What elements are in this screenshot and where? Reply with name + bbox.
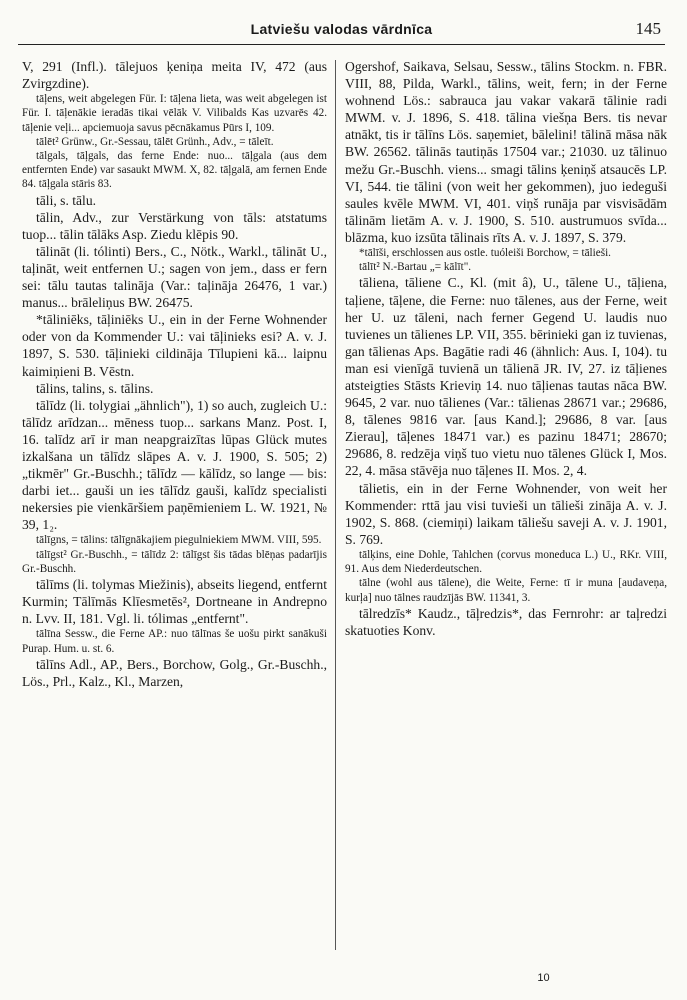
dictionary-entry: tālēt² Grünw., Gr.-Sessau, tālēt Grünh., Adv., = tāleīt. — [36, 135, 274, 148]
right-column — [345, 58, 667, 639]
dictionary-entry: tālīgst² Gr.-Buschh., = tālīdz 2: tālīgst šis tādas blēņas padarījis Gr.-Buschh. — [22, 548, 327, 575]
dictionary-entry: tālredzīs* Kaudz., tāļredzis*, das Fernrohr: ar taļredzi skatuoties Konv. — [345, 605, 667, 638]
dictionary-entry: tālīms (li. tolymas Miežinis), abseits liegend, entfernt Kurmin; Tālīmās Klīesmetēs², Dortneane in Andrepno n. Lvv. II, 181. Vgl. li. tólimas „entfernt". — [22, 577, 327, 627]
dictionary-entry: *tālīši, erschlossen aus ostle. tuóleiši Borchow, = tālieši. — [359, 247, 611, 260]
running-header — [18, 14, 665, 45]
dictionary-entry: V, 291 (Infl.). tālejuos ķeniņa meita IV, 472 (aus Zvirgzdine). — [22, 59, 327, 92]
dictionary-entry: tāliena, tāliene C., Kl. (mit â), U., tālene U., tāļiena, taļiene, tāļene, die Ferne: nuo tālenes, aus der Ferne, weit her U. uz tāleni, nach ferner Gegend U. laudis nuo tuvienes un tālienes LP. VII, 355. bērinieki gan iz tuvienas, gan tālienas Aps. Bagātie radi 46 (ähnlich: Aus. I, 104). tu man esi vienīgā tuvienā un tālienā JR. IV, 27. iz tāļienes atsteigties Stāsts Krieviņ 14. nuo tāļienas tautas nāca BW. 9645, 2 var. nuo tālienes (Var.: tālienas 28671 var.; 29686, 8, tālenes 9816 var. [aus Kand.]; 29686, 8 var. [aus Zierau], tāļenes 18471 var.) es pazinu 18471; 28670; 29686, 8. redzēja viņš tuo vietu nuo tālenes Glück I, Mos. 22, 4. māsa stāvēja nuo tāļenes II. Mos. 2, 4. — [345, 275, 667, 479]
dictionary-entry: tālietis, ein in der Ferne Wohnender, von weit her Kommender: rttā jau visi tuvieši un tālieši zināja A. v. J. 1902, S. 868. (ciemiņi) laikam tāliešu saveji A. v. J. 1901, S. 769. — [345, 480, 667, 547]
dictionary-entry: Ogershof, Saikava, Selsau, Sessw., tālins Stockm. n. FBR. VIII, 88, Pilda, Warkl., tālins, weit, fern; in der Ferne wohnend Lös.: sabrauca jau vakar vakarā tālinie radi MWM. v. J. 1896, S. 418. tālina viešņa Bers. tis nevar atnākt, tis ir tālīns Lös. saņemiet, bālelini! tālinā māsa nāk BW. 26562. tālinās tautiņās 17504 var.; 21030. uz tālinuo mežu Gr.-Buschh. viens... smagi tālins ķeniņš atsaucēs LP. VI, 544. tie tālini (von weit her gekommen), juo iedeguši saules kvēle MWM. VI, 401. viņš runāja par visvisādām tālinām lietām A. v. J. 1900, S. 510. austrumuos svīda... blāzma, kuo izsūta tālinais rīts A. v. J. 1897, S. 379. — [345, 59, 667, 245]
dictionary-entry: tālgals, tāļgals, das ferne Ende: nuo... tāļgala (aus dem entfernten Ende) var sasaukt MWM. X, 82. tāļgalā, am fernen Ende 84. tāļgala stāris 83. — [22, 150, 327, 191]
dictionary-entry: tālne (wohl aus tālene), die Weite, Ferne: tī ir muna [audaveņa, kurļa] nuo tālnes raudzījās BW. 11341, 3. — [345, 577, 667, 604]
dictionary-entry: tālīns Adl., AP., Bers., Borchow, Golg., Gr.-Buschh., Lös., Prl., Kalz., Kl., Marzen, — [22, 656, 327, 689]
dictionary-entry: tāli, s. tālu. — [36, 192, 97, 208]
dictionary-entry: tālīgns, = tālins: tālīgnākajiem piegulniekiem MWM. VIII, 595. — [36, 534, 322, 547]
column-divider — [335, 60, 336, 950]
running-title: Latviešu valodas vārdnīca — [250, 21, 433, 37]
left-column — [22, 58, 327, 690]
signature-mark: 10 — [537, 972, 550, 984]
dictionary-entry: tāļens, weit abgelegen Für. I: tāļena lieta, was weit abgelegen ist Für. I. tāļenākie ieradās tikai vēlāk V. Vilibalds Kas uzvarēs 42. tāļenie veļi... apciemuoja savus pēcnākamus Pūrs I, 109. — [22, 93, 327, 134]
dictionary-entry: tālins, talins, s. tālins. — [36, 380, 154, 396]
page-number: 145 — [635, 19, 661, 38]
dictionary-entry: tālīna Sessw., die Ferne AP.: nuo tālīnas še uošu pirkt sanākuši Purap. Hum. u. st. 6. — [22, 628, 327, 655]
dictionary-entry: tālīt² N.-Bartau „= kālīt". — [359, 261, 472, 274]
dictionary-entry: tālināt (li. tólinti) Bers., C., Nötk., Warkl., tālināt U., taļināt, weit entfernen U.; sagen von jem., dass er fern sei: tālu tautas talināja (Var.: taļināja 26476, 1 var.) manus... brāleliņus BW. 26475. — [22, 243, 327, 311]
dictionary-entry: tālīdz (li. tolygiai „ähnlich"), 1) so auch, zugleich U.: tālīdz arīdzan... mēness tuop... sarkans Manz. Post. I, 16. talīdz arī ir man neapgraizītas lūpas Glück mutes izkalšana un tālīdz slāpes A. v. J. 1900, S. 505; 2) „tikmēr" Gr.-Buschh.; tālīdz — kālīdz, so lange — bis: darbi iet... gauši un ies tālīdz gauši, kalīdz specialisti nekersies pie vienkāršiem paņēmieniem L. W. 1921, № 39, 1₂. — [22, 397, 327, 533]
dictionary-entry: tālin, Adv., zur Verstärkung von tāls: atstatums tuop... tālin tālāks Asp. Ziedu klēpis 90. — [22, 209, 327, 242]
dictionary-entry: *tāliniēks, tāļiniēks U., ein in der Ferne Wohnender oder von da Kommender U.: vai tāļinieks esi? A. v. J. 1897, S. 530. tāļinieki cildināja Tīlupieni kā... laipnu kaimiņieni B. Vēstn. — [22, 312, 327, 379]
dictionary-entry: tālķins, eine Dohle, Tahlchen (corvus moneduca L.) U., RKr. VIII, 91. Aus dem Niederdeutschen. — [345, 548, 667, 576]
